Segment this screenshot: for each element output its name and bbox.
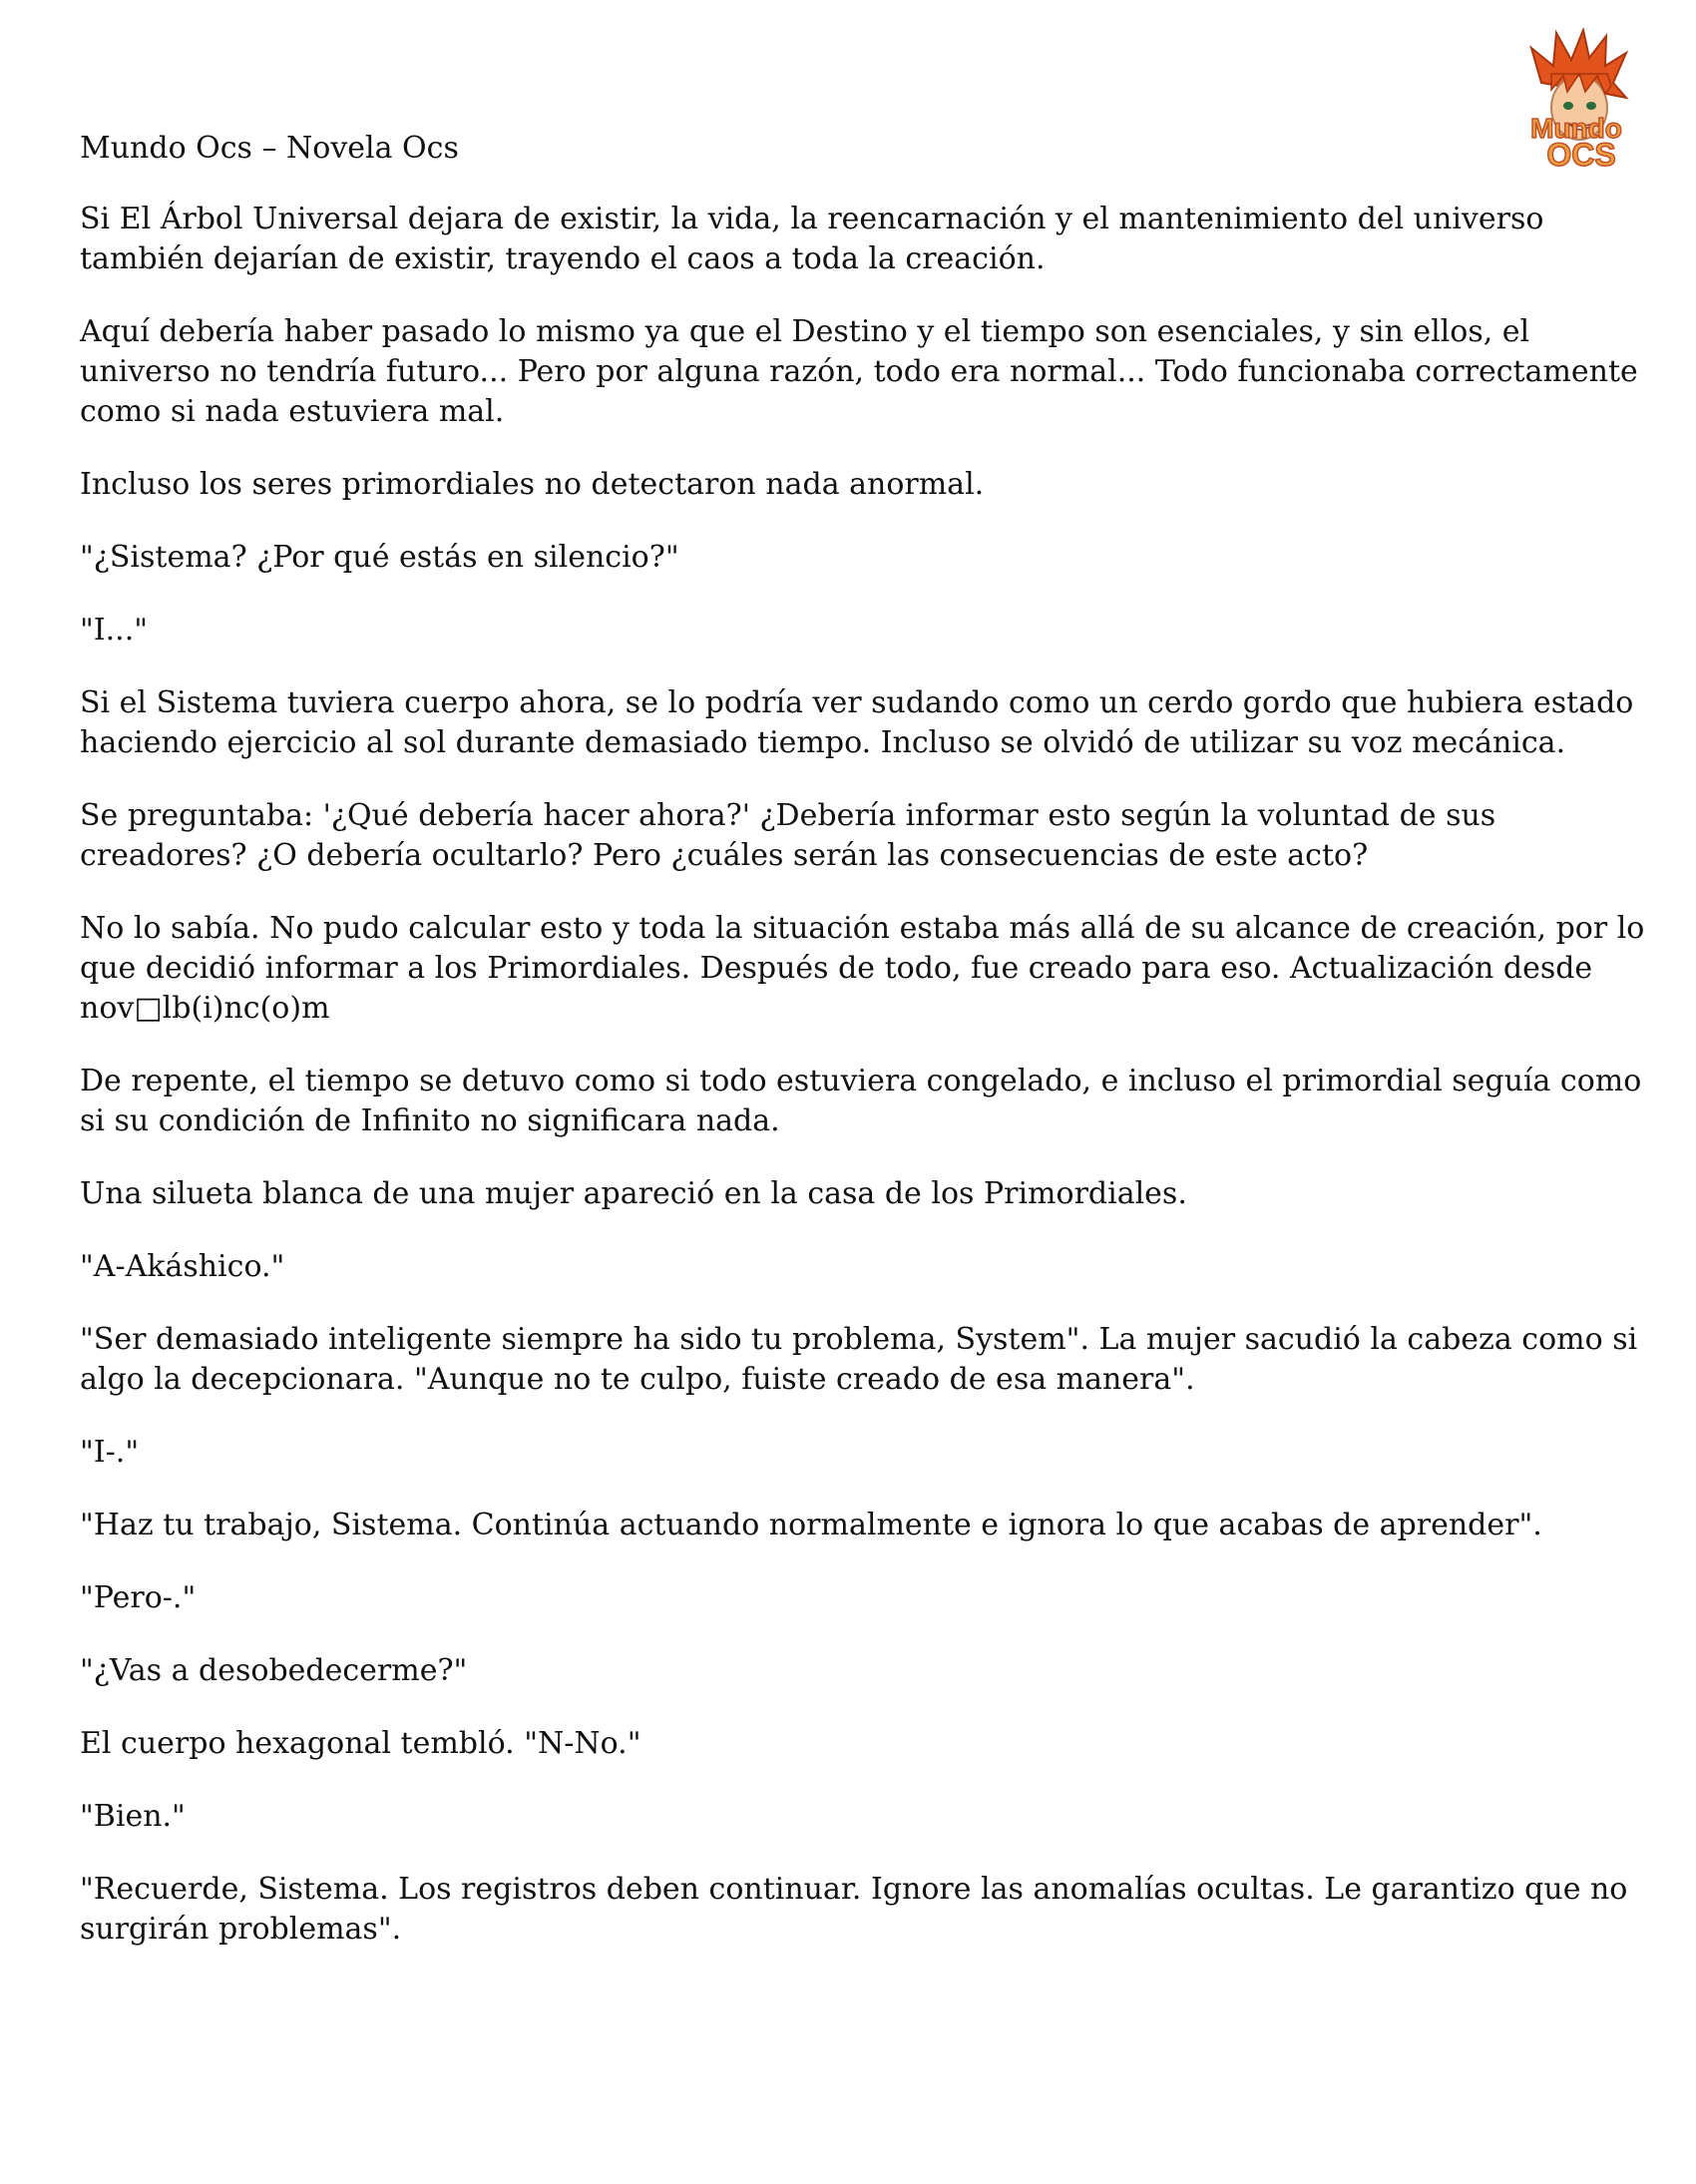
left-eye [1563, 102, 1573, 110]
paragraph: Si el Sistema tuviera cuerpo ahora, se lo podría ver sudando como un cerdo gordo que hubiera estado haciendo ejercicio al sol durante demasiado tiempo. Incluso se olvidó de utilizar su voz mecánica. [80, 685, 1634, 760]
document-header: Mundo Ocs – Novela Ocs [80, 131, 459, 166]
logo-graphic [1501, 28, 1651, 173]
paragraph: "Bien." [80, 1799, 186, 1834]
paragraph: Una silueta blanca de una mujer apareció en la casa de los Primordiales. [80, 1176, 1187, 1211]
right-eye [1586, 102, 1596, 110]
paragraph: Incluso los seres primordiales no detectaron nada anormal. [80, 467, 985, 502]
paragraph: "Haz tu trabajo, Sistema. Continúa actuando normalmente e ignora lo que acabas de aprender". [80, 1508, 1542, 1542]
mundo-ocs-logo [1501, 28, 1651, 173]
paragraph: Si El Árbol Universal dejara de existir, la vida, la reencarnación y el mantenimiento del universo también dejarían de existir, trayendo el caos a toda la creación. [80, 202, 1544, 276]
paragraph: "Pero-." [80, 1580, 197, 1615]
logo-text-line2: OCS [1546, 137, 1616, 173]
paragraph: El cuerpo hexagonal tembló. "N-No." [80, 1726, 641, 1761]
paragraph: "I..." [80, 613, 149, 648]
paragraph: "A-Akáshico." [80, 1249, 285, 1284]
paragraph: "Recuerde, Sistema. Los registros deben continuar. Ignore las anomalías ocultas. Le garantizo que no surgirán problemas". [80, 1872, 1628, 1947]
paragraph: De repente, el tiempo se detuvo como si todo estuviera congelado, e incluso el primordial seguía como si su condición de Infinito no significara nada. [80, 1064, 1642, 1138]
paragraph: Se preguntaba: '¿Qué debería hacer ahora?' ¿Debería informar esto según la voluntad de sus creadores? ¿O debería ocultarlo? Pero ¿cuáles serán las consecuencias de este acto? [80, 798, 1496, 873]
paragraph: No lo sabía. No pudo calcular esto y toda la situación estaba más allá de su alcance de creación, por lo que decidió informar a los Primordiales. Después de todo, fue creado para eso. Actualización desde nov□lb(i)nc(o)m [80, 911, 1645, 1026]
paragraph: "¿Vas a desobedecerme?" [80, 1653, 468, 1688]
paragraph: "I-." [80, 1435, 140, 1470]
paragraph: "Ser demasiado inteligente siempre ha sido tu problema, System". La mujer sacudió la cabeza como si algo la decepcionara. "Aunque no te culpo, fuiste creado de esa manera". [80, 1322, 1638, 1397]
document-body [80, 200, 1666, 1982]
paragraph: "¿Sistema? ¿Por qué estás en silencio?" [80, 540, 679, 575]
paragraph: Aquí debería haber pasado lo mismo ya que el Destino y el tiempo son esenciales, y sin ellos, el universo no tendría futuro... Pero por alguna razón, todo era normal... Todo funcionaba correctamente como si nada estuviera mal. [80, 314, 1638, 429]
logo-text-line1: Mundo [1530, 113, 1622, 144]
